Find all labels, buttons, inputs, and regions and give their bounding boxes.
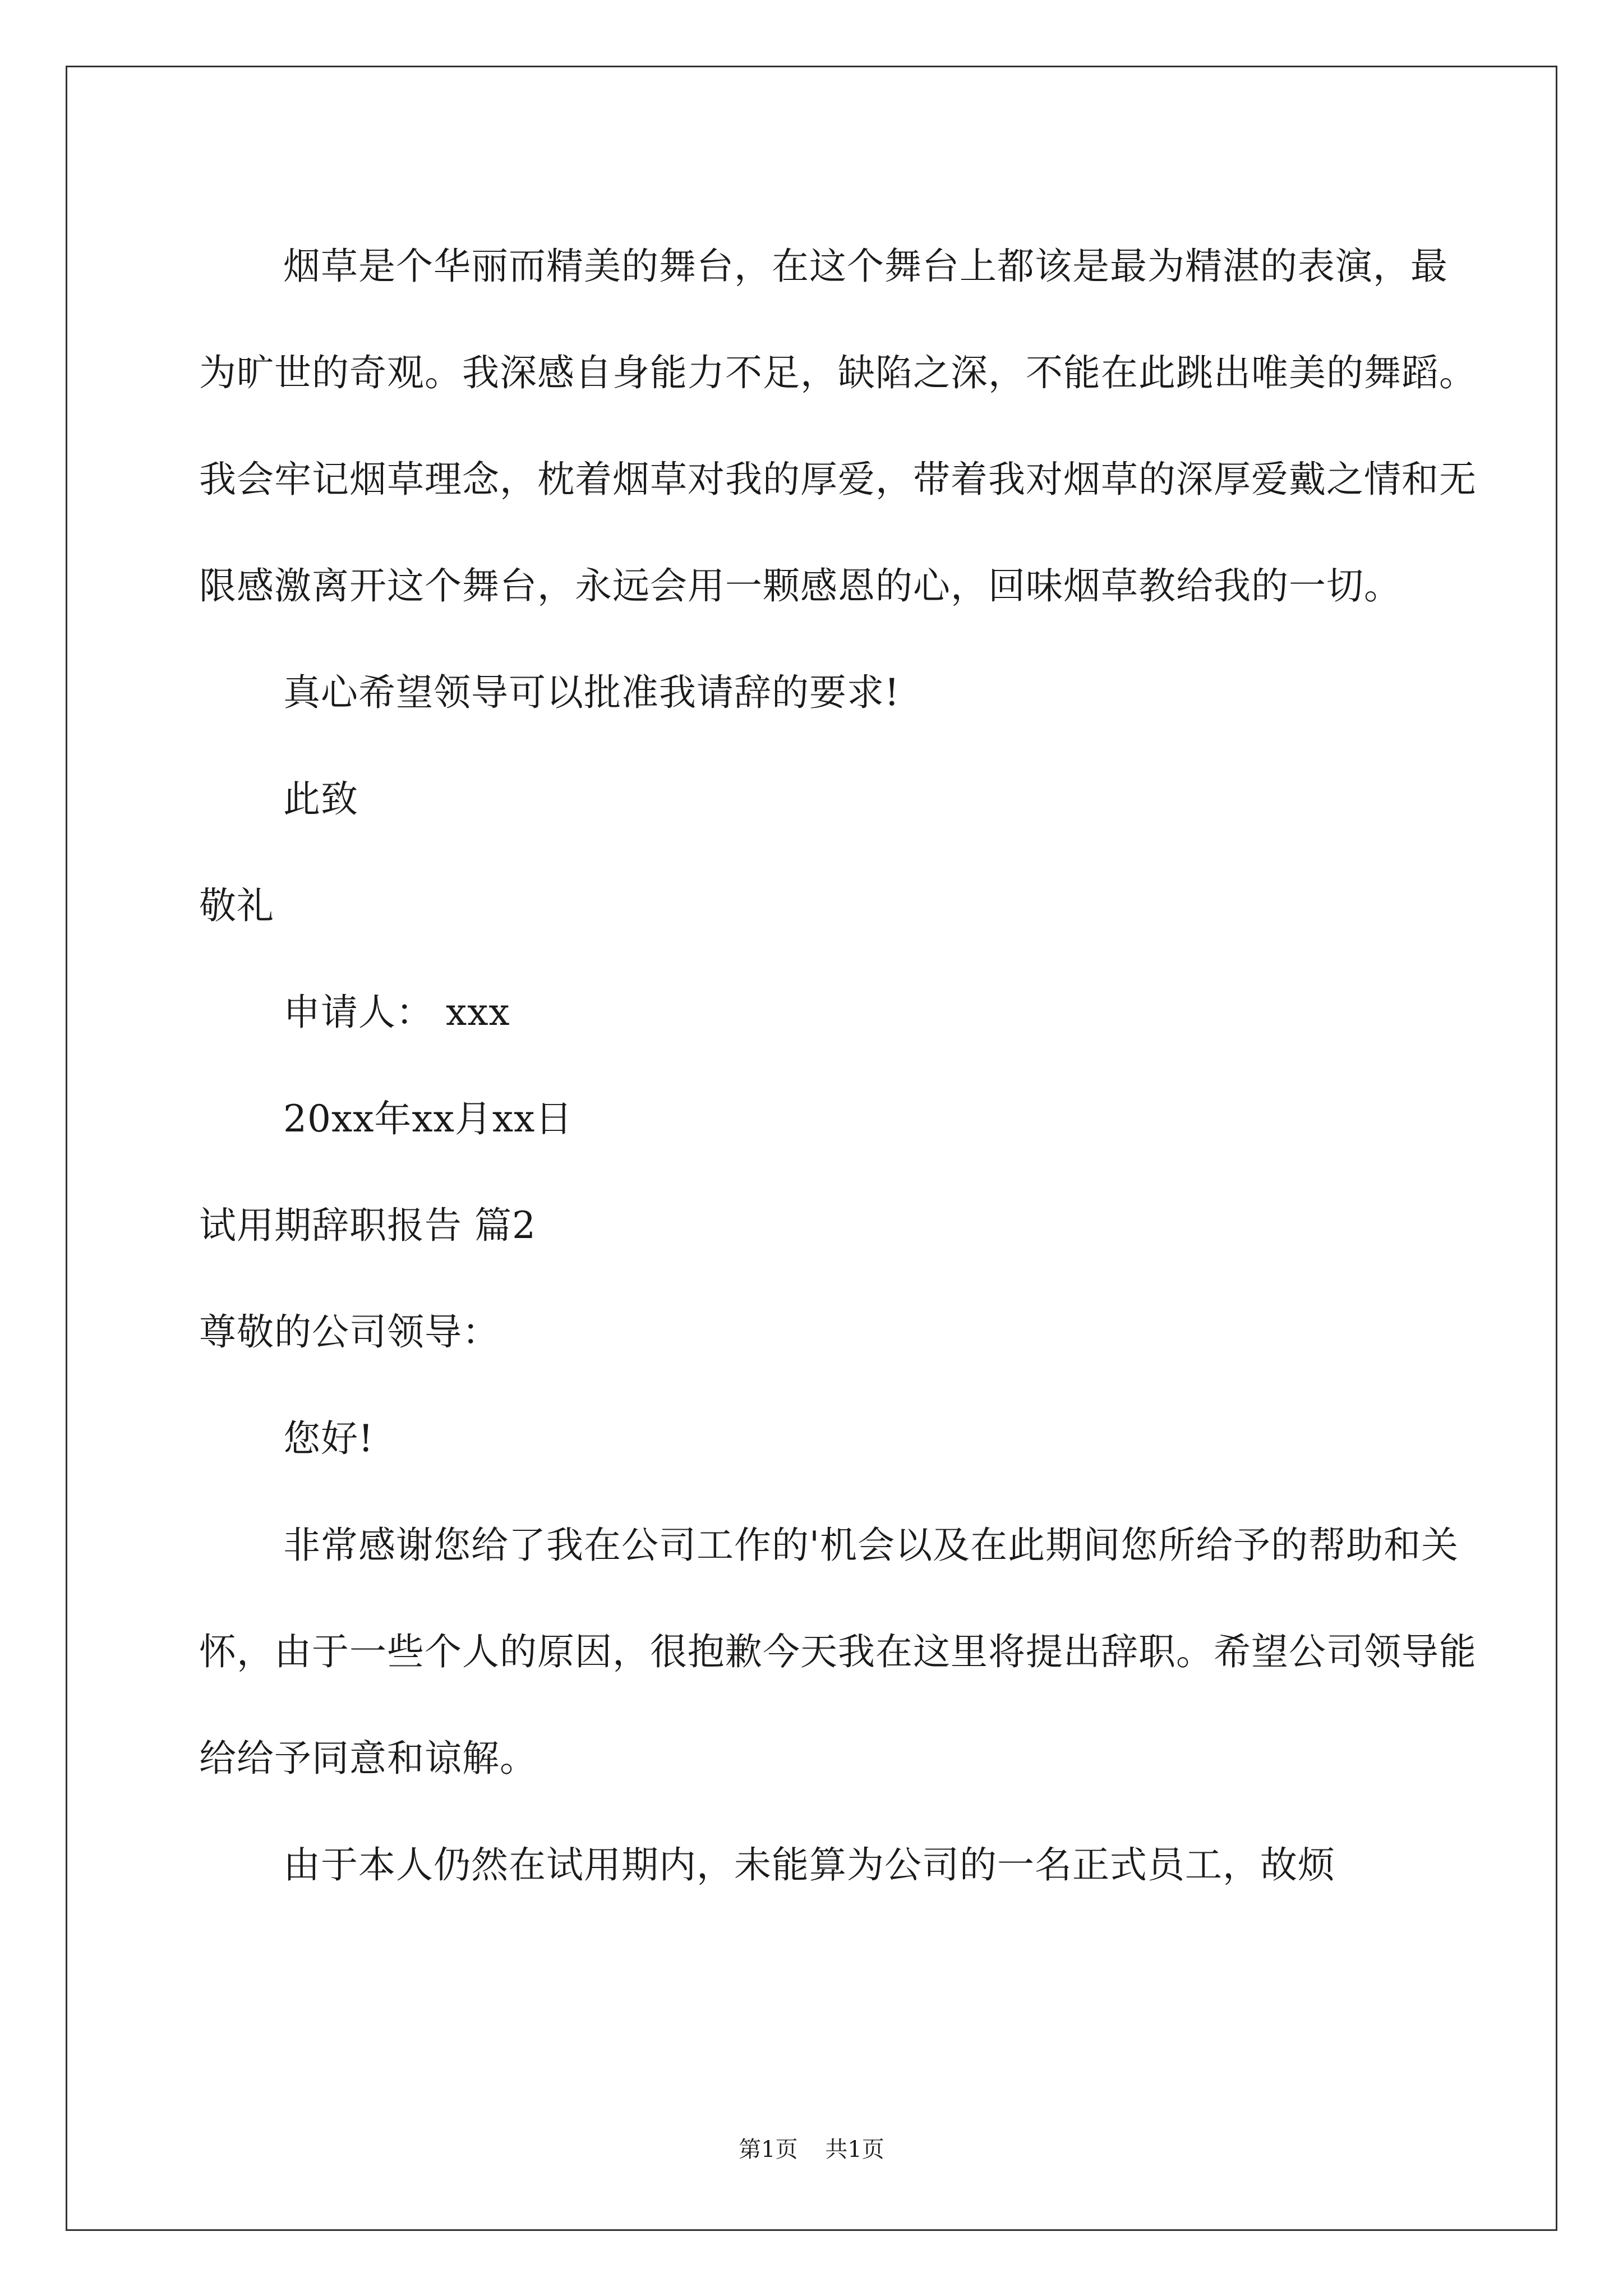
date-line: 20xx年xx月xx日 xyxy=(283,1097,573,1140)
page-footer xyxy=(0,2132,1623,2164)
document-body xyxy=(199,213,1483,1918)
page-total: 共1页 xyxy=(825,2137,884,2162)
salutation: 尊敬的公司领导： xyxy=(199,1310,500,1354)
paragraph-probation: 由于本人仍然在试用期内，未能算为公司的一名正式员工，故烦 xyxy=(283,1843,1335,1887)
page-current: 第1页 xyxy=(739,2137,798,2162)
paragraph-tobacco-stage: 烟草是个华丽而精美的舞台，在这个舞台上都该是最为精湛的表演，最为旷世的奇观。我深感自身能力不足，缺陷之深，不能在此跳出唯美的舞蹈。我会牢记烟草理念，枕着烟草对我的厚爱，带着我对烟草的深厚爱戴之情和无限感激离开这个舞台，永远会用一颗感恩的心，回味烟草教给我的一切。 xyxy=(199,245,1477,608)
paragraph-thanks: 非常感谢您给了我在公司工作的'机会以及在此期间您所给予的帮助和关怀，由于一些个人的原因，很抱歉今天我在这里将提出辞职。希望公司领导能给给予同意和谅解。 xyxy=(199,1524,1477,1780)
closing-jingli: 敬礼 xyxy=(199,884,274,927)
paragraph-request-approval: 真心希望领导可以批准我请辞的要求! xyxy=(283,671,900,714)
applicant-line: 申请人： xxx xyxy=(283,991,510,1034)
section-heading: 试用期辞职报告 篇2 xyxy=(199,1204,536,1247)
greeting: 您好! xyxy=(283,1417,374,1460)
closing-cizhi: 此致 xyxy=(283,777,358,821)
